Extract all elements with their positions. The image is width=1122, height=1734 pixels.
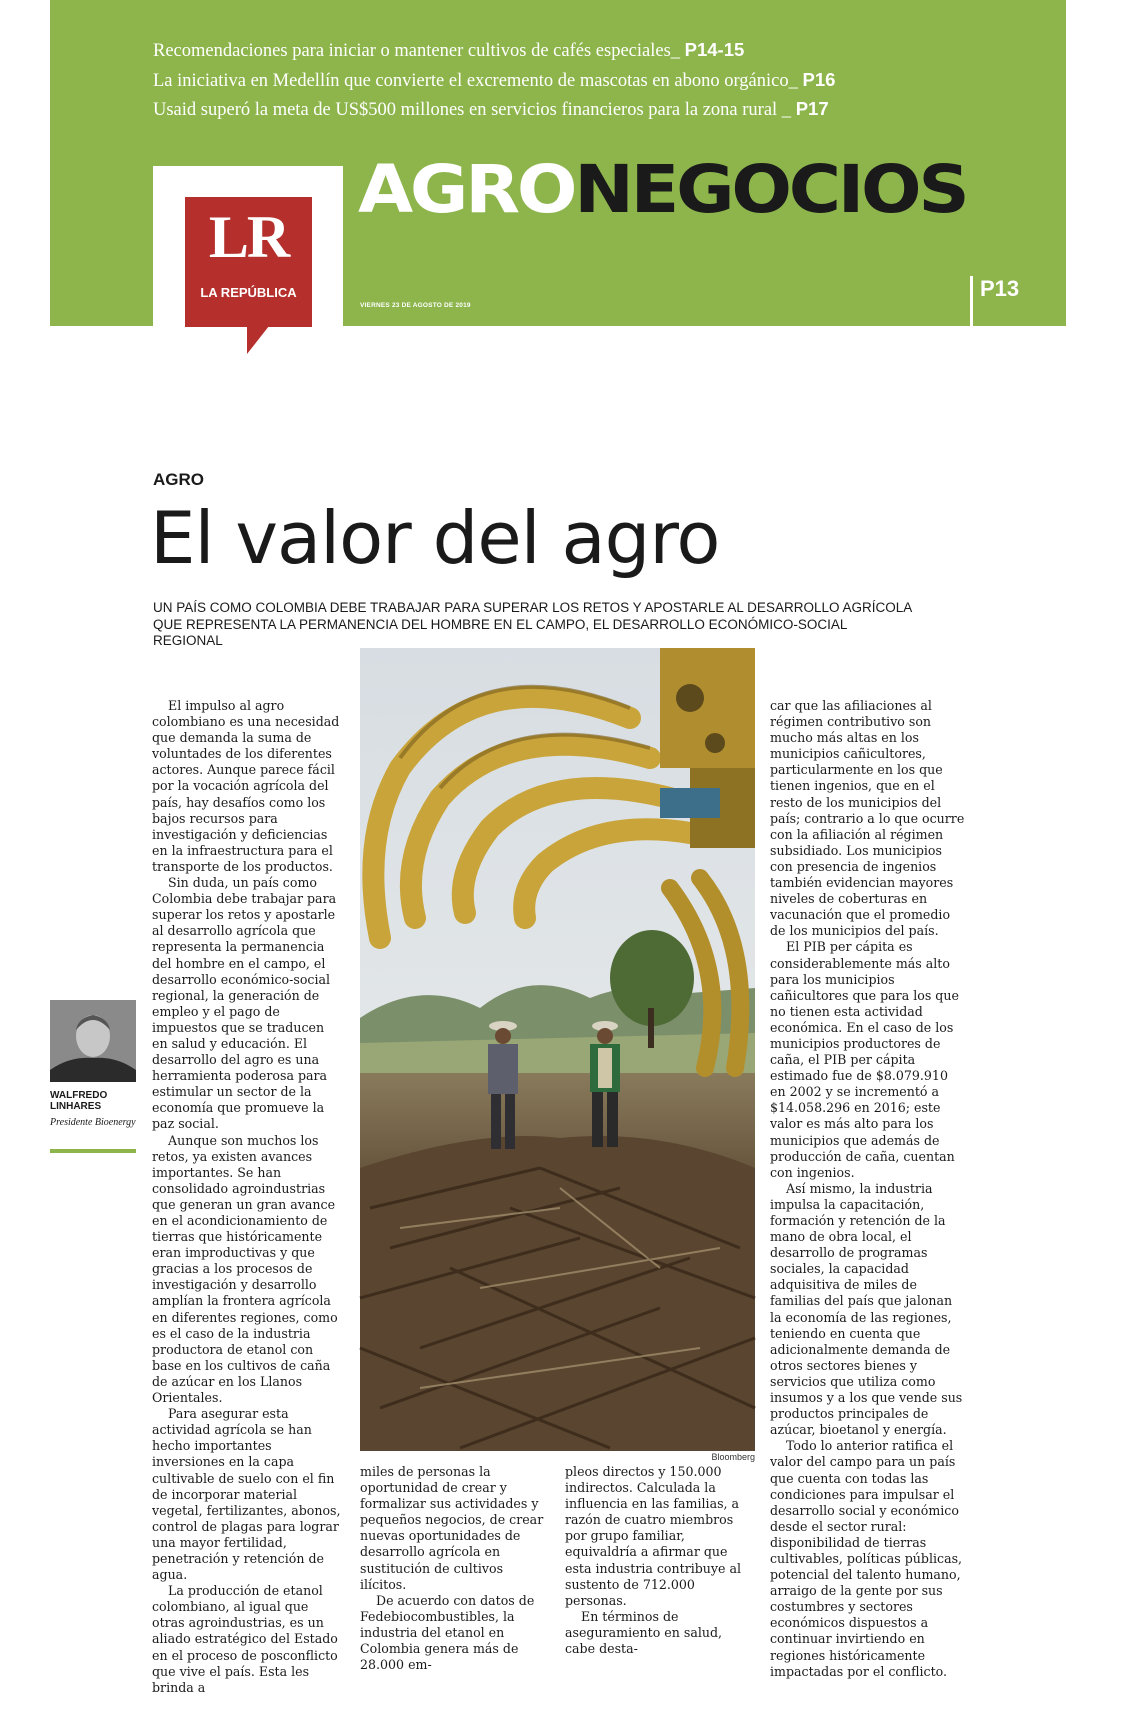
logo-speech-tail [247, 326, 269, 354]
paragraph: Aunque son muchos los retos, ya existen avances importantes. Se han consolidado agroindustrias que generan un gran avance en el acondicionamiento de tierras que históricamente eran improductivas y que gracias a los procesos de investigación y desarrollo amplían la frontera agrícola en diferentes regiones, como es el caso de la industria productora de etanol con base en los cultivos de caña de azúcar en los Llanos Orientales. [152, 1132, 338, 1406]
paragraph: Todo lo anterior ratifica el valor del campo para un país que cuenta con todas las condiciones para impulsar el desarrollo social y económico desde el sector rural: disponibilidad de tierras cultivables, políticas públicas, potencial del talento humano, arraigo de la gente por sus costumbres y sectores económicos dispuestos a continuar invirtiendo en regiones históricamente impactadas por el conflicto. [770, 1438, 963, 1679]
author-photo [50, 1000, 136, 1082]
paragraph: De acuerdo con datos de Fedebiocombustibles, la industria del etanol en Colombia genera más de 28.000 em- [360, 1592, 535, 1673]
author-role: Presidente Bioenergy [50, 1117, 136, 1128]
article-column-2 [360, 1464, 550, 1673]
page-number: P13 [980, 276, 1020, 301]
logo-name: LA REPÚBLICA [200, 285, 297, 300]
article-kicker: AGRO [153, 470, 204, 489]
article-column-1 [152, 698, 342, 1695]
teaser-list [153, 36, 1013, 125]
teaser-text: La iniciativa en Medellín que convierte el excremento de mascotas en abono orgánico_ [153, 70, 798, 91]
teaser-text: Recomendaciones para iniciar o mantener cultivos de cafés especiales_ [153, 41, 681, 61]
teaser-page: P17 [795, 98, 829, 119]
paragraph: El PIB per cápita es considerablemente más alto para los municipios cañicultores que para los que no tienen esta actividad económica. En el caso de los municipios productores de caña, el PIB per cápita estimado fue de $8.079.910 en 2002 y se incrementó a $14.058.296 en 2016; este valor es más alto para los municipios que además de producción de caña, cuentan con ingenios. [770, 939, 959, 1180]
paragraph: miles de personas la oportunidad de crear y formalizar sus actividades y pequeños negocios, de crear nuevas oportunidades de desarrollo agrícola en sustitución de cultivos ilícitos. [360, 1464, 544, 1592]
teaser-page: P14-15 [684, 39, 745, 60]
paragraph: Sin duda, un país como Colombia debe trabajar para superar los retos y apostarle al desarrollo agrícola que representa la permanencia del hombre en el campo, el desarrollo económico-social regional, la generación de empleo y el pago de impuestos que se traducen en salud y educación. El desarrollo del agro es una herramienta poderosa para estimular un sector de la economía que promueve la paz social. [152, 875, 337, 1132]
la-republica-logo [185, 197, 312, 327]
teaser-item[interactable] [153, 36, 1013, 66]
paragraph: La producción de etanol colombiano, al igual que otras agroindustrias, es un aliado estratégico del Estado en el proceso de posconflicto que vive el país. Esta les brinda a [152, 1583, 338, 1695]
article-column-3 [565, 1464, 755, 1657]
teaser-item[interactable] [153, 66, 1013, 96]
teaser-page: P16 [802, 68, 836, 90]
article-headline: El valor del agro [150, 496, 720, 580]
logo-initials: LR [208, 204, 289, 270]
paragraph: Para asegurar esta actividad agrícola se han hecho importantes inversiones en la capa cultivable de suelo con el fin de incorporar material vegetal, fertilizantes, abonos, control de plagas para lograr una mayor fertilidad, penetración y retención de agua. [152, 1406, 341, 1583]
paragraph: car que las afiliaciones al régimen contributivo son mucho más altas en los municipios cañicultores, particularmente en los que tienen ingenios, que en el resto de los municipios del país; contrario a lo que ocurre con la afiliación al régimen subsidiado. Los municipios con presencia de ingenios también evidencian mayores niveles de coberturas en vacunación que el promedio de los municipios del país. [770, 698, 965, 939]
author-divider [50, 1149, 136, 1153]
section-title-agro: AGRO [358, 151, 575, 228]
paragraph: Así mismo, la industria impulsa la capacitación, formación y retención de la mano de obra local, el desarrollo de programas sociales, la capacidad adquisitiva de miles de familias del país que jalonan la economía de las regiones, teniendo en cuenta que adicionalmente demanda de otros sectores bienes y servicios que utiliza como insumos y a los que vende sus productos principales de azúcar, bioetanol y energía. [770, 1180, 963, 1438]
article-column-4 [770, 698, 965, 1679]
paragraph: pleos directos y 150.000 indirectos. Calculada la influencia en las familias, a razón de cuatro miembros por grupo familiar, equivaldría a afirmar que esta industria contribuye al sustento de 712.000 personas. [565, 1464, 742, 1608]
teaser-text: Usaid superó la meta de US$500 millones en servicios financieros para la zona rural _ [153, 100, 792, 120]
section-title-negocios: NEGOCIOS [574, 151, 967, 228]
photo-credit: Bloomberg [711, 1452, 755, 1462]
page-number-divider [970, 276, 973, 326]
author-name: WALFREDO LINHARES [50, 1090, 108, 1112]
teaser-item[interactable] [153, 95, 1013, 125]
section-title [358, 150, 966, 230]
article-photo [360, 648, 755, 1451]
article-deck: UN PAÍS COMO COLOMBIA DEBE TRABAJAR PARA SUPERAR LOS RETOS Y APOSTARLE AL DESARROLLO AGRÍCOLA QUE REPRESENTA LA PERMANENCIA DEL HOMBRE EN EL CAMPO, EL DESARROLLO ECONÓMICO-SOCIAL REGIONAL [153, 600, 912, 648]
paragraph: En términos de aseguramiento en salud, cabe desta- [565, 1608, 723, 1657]
issue-date: VIERNES 23 DE AGOSTO DE 2019 [360, 302, 471, 309]
paragraph: El impulso al agro colombiano es una necesidad que demanda la suma de voluntades de los diferentes actores. Aunque parece fácil por la vocación agrícola del país, hay desafíos como los bajos recursos para investigación y deficiencias en la infraestructura para el transporte de los productos. [152, 698, 340, 874]
